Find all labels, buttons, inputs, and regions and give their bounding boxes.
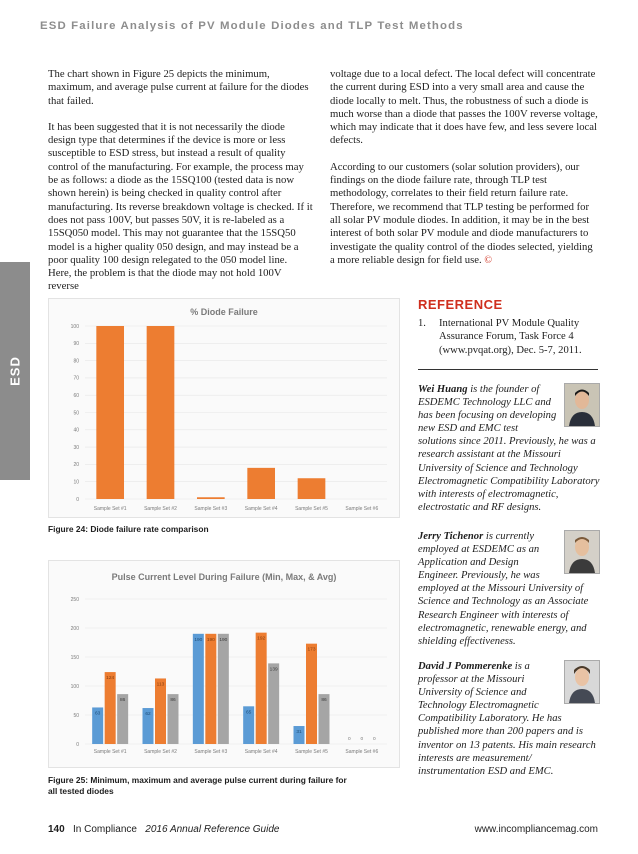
x-tick-label: Sample Set #1 xyxy=(93,749,127,755)
paragraph xyxy=(330,161,598,267)
author-bio-text: is the founder of ESDEMC Technology LLC and has been focusing on developing new ESD and EMC test solutions since 2011. Previously, he was a research assistant at the Missouri University of Science and Technology Electromagnetic Compatibility Laboratory with interests of electromagnetic, electrostatic and RF designs. xyxy=(418,384,600,513)
figure-24-caption: Figure 24: Diode failure rate comparison xyxy=(48,524,209,534)
data-label: 0 xyxy=(372,737,376,742)
x-tick-label: Sample Set #2 xyxy=(144,749,177,755)
chart-title: Pulse Current Level During Failure (Min, Max, & Avg) xyxy=(111,572,337,582)
guide-name: 2016 Annual Reference Guide xyxy=(145,824,280,835)
section-tab-label: ESD xyxy=(7,356,23,386)
data-label: 63 xyxy=(94,711,101,717)
diode-failure-chart xyxy=(49,299,399,517)
x-tick-label: Sample Set #6 xyxy=(345,749,379,755)
data-label: 86 xyxy=(170,698,176,704)
x-tick-label: Sample Set #5 xyxy=(295,749,328,755)
author-photo-icon xyxy=(564,383,600,427)
bar xyxy=(96,326,124,499)
x-tick-label: Sample Set #3 xyxy=(194,749,228,755)
reference-number: 1. xyxy=(418,318,426,329)
data-label: 0 xyxy=(347,737,351,742)
running-header: ESD Failure Analysis of PV Module Diodes and TLP Test Methods xyxy=(40,20,464,32)
bar xyxy=(155,678,166,744)
x-tick-label: Sample Set #3 xyxy=(194,506,228,512)
y-tick-label: 80 xyxy=(73,358,79,365)
end-of-article-icon: © xyxy=(484,254,492,266)
y-tick-label: 100 xyxy=(70,683,79,690)
data-label: 86 xyxy=(119,698,126,704)
bar xyxy=(247,468,275,499)
pulse-current-chart xyxy=(49,561,399,767)
bar xyxy=(218,634,229,744)
data-label: 190 xyxy=(194,637,203,643)
bar xyxy=(197,497,225,499)
x-tick-label: Sample Set #5 xyxy=(295,506,328,512)
y-tick-label: 0 xyxy=(76,496,79,503)
data-label: 139 xyxy=(269,667,278,673)
data-label: 124 xyxy=(106,676,115,682)
author-bio-text: is a professor at the Missouri University of Science and Technology Electromagnetic Compatibility Laboratory. He has published more than 200 papers and is inventor on 13 patents. His main research interests are measurement/ instrumentation ESD and EMC. xyxy=(418,661,596,777)
reference-heading: REFERENCE xyxy=(418,297,503,312)
y-tick-label: 200 xyxy=(70,625,79,632)
paragraph: voltage due to a local defect. The local defect will concentrate the current during ESD into a very small area and cause the diode locally to melt. Thus, the robustness of such a diode is much worse than a diode that passes the 100V reverse voltage, which may indicate that it does have few, and less severe local defects. xyxy=(330,68,598,147)
data-label: 31 xyxy=(296,730,302,736)
y-tick-label: 70 xyxy=(73,375,79,382)
footer-url: www.incompliancemag.com xyxy=(474,824,598,835)
bar xyxy=(193,634,204,744)
x-tick-label: Sample Set #2 xyxy=(144,506,177,512)
data-label: 86 xyxy=(321,698,327,704)
y-tick-label: 30 xyxy=(73,444,79,451)
bar xyxy=(205,634,216,744)
bar xyxy=(105,672,116,744)
y-tick-label: 10 xyxy=(73,479,79,486)
footer-left xyxy=(48,824,279,835)
right-column xyxy=(330,68,598,280)
y-tick-label: 150 xyxy=(70,654,79,661)
data-label: 190 xyxy=(206,637,215,643)
author-photo-icon xyxy=(564,530,600,574)
x-tick-label: Sample Set #4 xyxy=(244,506,278,512)
paragraph: It has been suggested that it is not necessarily the diode design type that determines if the device is more or less susceptible to ESD stress, but instead a result of quality control of the manufacturing. For example, the process may be as follows: a diode as the 15SQ100 (tested data is now shown herein) is being checked in quality control after manufacturing. Its reverse breakdown voltage is checked. If it does not pass 100V, but passes 50V, it is re-labeled as a 15SQ050 model. This may not guarantee that the 15SQ50 model is a higher quality 050 design, and may instead be a poor quality 100 design relegated to the 050 model line. Here, the problem is that the diode may not hold 100V reverse xyxy=(48,120,313,293)
data-label: 62 xyxy=(145,712,151,718)
y-tick-label: 250 xyxy=(70,596,79,603)
bar xyxy=(268,663,279,744)
chart-title: % Diode Failure xyxy=(190,307,258,317)
bar xyxy=(298,478,326,499)
data-label: 0 xyxy=(360,737,364,742)
publication-name: In Compliance xyxy=(73,824,137,835)
data-label: 65 xyxy=(245,710,252,716)
y-tick-label: 60 xyxy=(73,393,79,399)
data-label: 173 xyxy=(307,647,316,653)
author-name: Wei Huang xyxy=(418,384,468,395)
figure-24-chart xyxy=(48,298,400,518)
figure-25-chart xyxy=(48,560,400,768)
data-label: 113 xyxy=(156,682,165,688)
x-tick-label: Sample Set #4 xyxy=(244,749,278,755)
x-tick-label: Sample Set #1 xyxy=(93,506,127,512)
data-label: 192 xyxy=(257,636,266,642)
bar xyxy=(306,644,317,744)
y-tick-label: 90 xyxy=(73,341,79,348)
y-tick-label: 50 xyxy=(73,712,79,719)
page-number: 140 xyxy=(48,824,65,835)
author-name: Jerry Tichenor xyxy=(418,531,484,542)
section-tab xyxy=(0,262,30,480)
data-label: 190 xyxy=(219,637,228,643)
author-bio-wei-huang xyxy=(418,383,600,514)
x-tick-label: Sample Set #6 xyxy=(345,506,379,512)
author-name: David J Pommerenke xyxy=(418,661,513,672)
y-tick-label: 40 xyxy=(73,427,79,434)
author-photo-icon xyxy=(564,660,600,704)
figure-25-caption: Figure 25: Minimum, maximum and average pulse current during failure for all tested diodes xyxy=(48,775,347,796)
author-bio-jerry-tichenor xyxy=(418,530,600,648)
paragraph: The chart shown in Figure 25 depicts the minimum, maximum, and average pulse current at failure for the diodes that failed. xyxy=(48,68,309,107)
bar xyxy=(147,326,175,499)
y-tick-label: 100 xyxy=(70,323,79,330)
paragraph-text: According to our customers (solar solution providers), our findings on the diode failure rate, through TLP test methodology, correlates to their field return failure rate. Therefore, we recommend that TLP testing be performed for all solar PV module diodes. In addition, it may be in the best interest of both solar PV module and diode manufacturers to investigate the quality control of the diodes selected, yielding a more reliable design for field use. xyxy=(330,160,593,266)
author-bio-text: is currently employed at ESDEMC as an Application and Design Engineer. Previously, he was employed at the Missouri University of Science and Technology as an Associate Research Engineer with interests of electromagnetic, renewable energy, and shielding effectiveness. xyxy=(418,531,589,647)
author-bio-david-pommerenke xyxy=(418,660,600,778)
bar xyxy=(256,633,267,744)
y-tick-label: 50 xyxy=(73,410,79,417)
reference-text: International PV Module Quality Assurance Forum, Task Force 4 (www.pvqat.org), Dec. 5-7, 2011. xyxy=(439,318,582,356)
y-tick-label: 0 xyxy=(76,741,79,748)
divider xyxy=(418,369,598,370)
left-column xyxy=(48,68,313,307)
y-tick-label: 20 xyxy=(73,462,79,469)
